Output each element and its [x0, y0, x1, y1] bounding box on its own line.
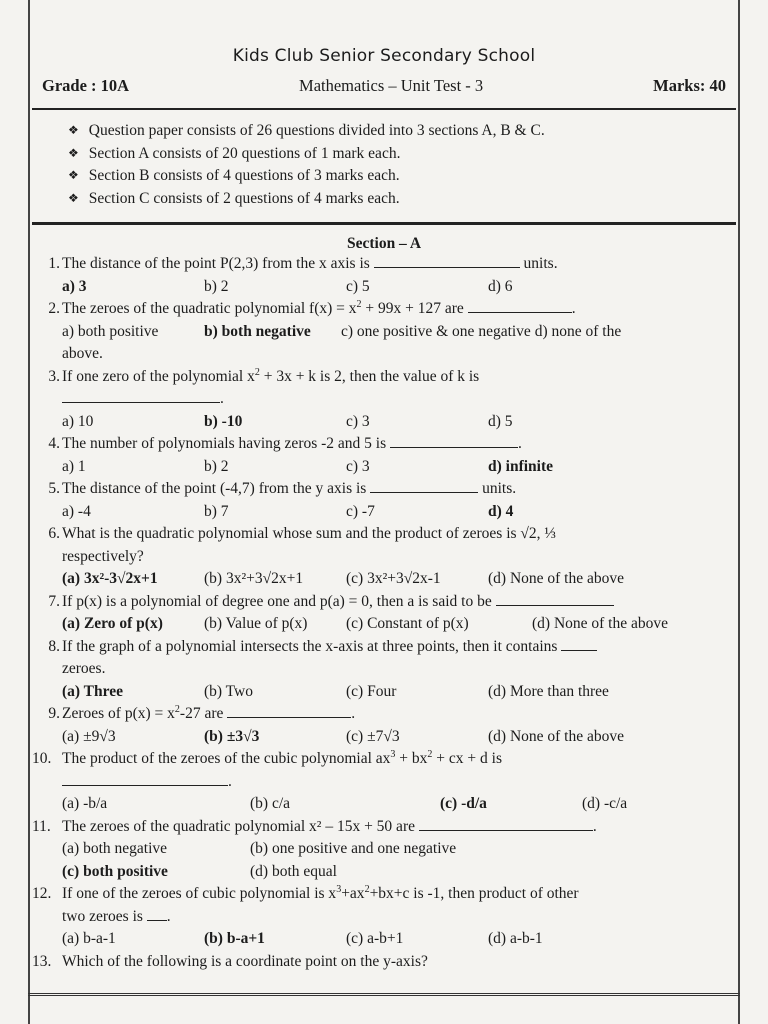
question-8	[48, 636, 730, 659]
option-c: (c) -d/a	[440, 795, 487, 812]
question-12	[32, 883, 730, 906]
marks-label: Marks: 40	[653, 76, 726, 95]
option-a: (a) -b/a	[62, 795, 108, 812]
option-c: c) 5	[346, 277, 370, 295]
answer-line	[62, 771, 730, 794]
superscript: 2	[427, 748, 433, 760]
question-number: 2.	[48, 300, 60, 317]
question-text: two zeroes is	[62, 907, 143, 925]
question-text: Zeroes of p(x) = x	[62, 705, 175, 722]
option-d: d) infinite	[488, 457, 554, 475]
option-b: (b) c/a	[250, 795, 291, 812]
superscript: 2	[174, 703, 180, 715]
question-continuation: zeroes.	[62, 660, 106, 677]
question-text: + cx + d is	[432, 750, 502, 767]
instruction-item: ❖ Section A consists of 20 questions of 1 mark each.	[68, 143, 740, 166]
option-b: b) both negative	[204, 322, 311, 340]
option-b: (b) 3x²+3√2x+1	[204, 570, 304, 587]
question-number: 11.	[32, 817, 51, 835]
options-row	[62, 838, 730, 861]
question-text-end: .	[351, 705, 356, 722]
school-name: Kids Club Senior Secondary School	[232, 46, 536, 66]
answer-blank	[227, 703, 351, 718]
options-row	[62, 726, 730, 749]
options-row	[62, 456, 730, 479]
option-b: (b) one positive and one negative	[250, 840, 457, 857]
question-continuation: above.	[62, 345, 103, 362]
option-b: b) -10	[204, 412, 243, 430]
option-a: (a) Zero of p(x)	[62, 615, 163, 632]
instruction-item: ❖ Section C consists of 2 questions of 4 marks each.	[68, 188, 740, 211]
answer-blank	[62, 771, 228, 786]
question-number: 4.	[48, 435, 60, 452]
option-b: (b) ±3√3	[204, 727, 260, 745]
option-c: (c) Constant of p(x)	[346, 615, 469, 632]
question-number: 9.	[48, 705, 60, 722]
question-text: Which of the following is a coordinate point on the y-axis?	[62, 952, 428, 970]
answer-blank	[390, 433, 518, 448]
option-b: b) 2	[204, 457, 229, 475]
question-text: If one zero of the polynomial x	[62, 367, 255, 385]
option-c: (c) Four	[346, 682, 397, 700]
question-number: 6.	[48, 525, 60, 542]
option-c: (c) a-b+1	[346, 930, 404, 947]
option-a: (a) both negative	[62, 840, 168, 857]
question-text: The number of polynomials having zeros -2 and 5 is	[62, 435, 387, 452]
options-row	[62, 681, 730, 704]
instructions-list	[28, 120, 740, 210]
superscript: 3	[390, 748, 396, 760]
option-a: (a) b-a-1	[62, 930, 116, 947]
options-row	[62, 276, 730, 299]
instruction-item: ❖ Question paper consists of 26 questions divided into 3 sections A, B & C.	[68, 120, 740, 143]
question-text: The zeroes of the quadratic polynomial f(x) = x	[62, 300, 357, 317]
superscript: 2	[356, 298, 362, 310]
question-number: 12.	[32, 885, 52, 902]
answer-blank	[62, 388, 220, 403]
question-text-end: .	[518, 435, 522, 452]
question-text-end: .	[220, 390, 224, 407]
page-right-border	[738, 0, 740, 1024]
option-a: a) 10	[62, 412, 94, 430]
option-d: (d) More than three	[488, 682, 609, 700]
instruction-item: ❖ Section B consists of 4 questions of 3 marks each.	[68, 165, 740, 188]
question-text: + 3x + k is 2, then the value of k is	[259, 367, 480, 385]
option-a: (a) 3x²-3√2x+1	[62, 570, 158, 587]
options-row	[62, 928, 730, 951]
question-number: 8.	[48, 637, 60, 655]
option-a: (a) Three	[62, 682, 123, 700]
question-text: -27 are	[179, 705, 224, 722]
option-d: (d) None of the above	[488, 570, 625, 587]
question-text-end: .	[166, 907, 171, 925]
question-text-end: .	[592, 817, 597, 835]
question-continuation: respectively?	[62, 547, 144, 565]
question-text: + bx	[395, 750, 428, 767]
question-number: 5.	[48, 480, 60, 497]
question-1	[48, 253, 730, 276]
page-bottom-border	[28, 993, 740, 996]
grade-label: Grade : 10A	[42, 76, 130, 95]
question-10	[32, 748, 730, 771]
option-d: (d) a-b-1	[488, 930, 543, 947]
option-a: a) 3	[62, 277, 87, 295]
option-c: (c) both positive	[62, 862, 168, 880]
option-c: c) -7	[346, 502, 375, 520]
question-13	[32, 951, 730, 974]
option-b: b) 2	[204, 277, 229, 295]
superscript: 2	[254, 366, 260, 378]
option-c: c) 3	[346, 457, 370, 475]
page-left-border	[28, 0, 30, 1024]
option-b: b) 7	[204, 502, 229, 520]
option-d: (d) None of the above	[532, 615, 669, 632]
superscript: 2	[364, 883, 370, 895]
question-number: 1.	[48, 255, 60, 272]
header-divider	[32, 108, 736, 110]
option-d: (d) both equal	[250, 862, 337, 880]
question-text: If one of the zeroes of cubic polynomial is x	[62, 885, 337, 902]
question-5	[48, 478, 730, 501]
question-text-end: units.	[523, 255, 558, 272]
option-d: (d) -c/a	[582, 795, 628, 812]
answer-blank	[370, 478, 478, 493]
question-text-end: units.	[482, 480, 517, 497]
option-a: (a) ±9√3	[62, 727, 116, 745]
options-row	[62, 568, 730, 591]
answer-blank	[496, 591, 614, 606]
options-row	[62, 793, 730, 816]
questions-list	[28, 253, 740, 973]
option-d: d) 4	[488, 502, 514, 520]
test-paper	[28, 0, 740, 1024]
options-row	[62, 861, 730, 884]
option-b: (b) Two	[204, 682, 253, 700]
option-b: (b) b-a+1	[204, 930, 265, 947]
answer-blank	[147, 906, 167, 921]
question-number: 3.	[48, 367, 60, 385]
option-d: d) 5	[488, 412, 513, 430]
option-c: (c) ±7√3	[346, 727, 400, 745]
option-a: a) 1	[62, 457, 86, 475]
option-a: a) both positive	[62, 322, 159, 340]
question-text: The zeroes of the quadratic polynomial x² – 15x + 50 are	[62, 817, 415, 835]
option-d: (d) None of the above	[488, 727, 625, 745]
question-4	[48, 433, 730, 456]
answer-blank	[374, 253, 520, 268]
question-9	[48, 703, 730, 726]
option-c-d: c) one positive & one negative d) none of the	[341, 322, 622, 340]
section-title: Section – A	[346, 235, 422, 252]
instructions-divider	[32, 222, 736, 225]
answer-blank	[468, 298, 572, 313]
question-text: +bx+c is -1, then product of other	[369, 885, 579, 902]
question-text: The distance of the point (-4,7) from the y axis is	[62, 480, 367, 497]
question-3	[48, 366, 730, 389]
answer-blank	[419, 816, 593, 831]
question-text: The product of the zeroes of the cubic polynomial ax	[62, 750, 391, 767]
subject-title: Mathematics – Unit Test - 3	[299, 76, 484, 95]
answer-blank	[561, 636, 597, 651]
option-c: c) 3	[346, 412, 370, 430]
question-7	[48, 591, 730, 614]
question-text: The distance of the point P(2,3) from the x axis is	[62, 255, 370, 272]
options-row	[62, 411, 730, 434]
options-row	[62, 321, 730, 344]
options-row	[62, 501, 730, 524]
superscript: 3	[336, 883, 342, 895]
question-11	[32, 816, 730, 839]
answer-line	[62, 388, 730, 411]
options-row	[62, 613, 730, 636]
option-c: (c) 3x²+3√2x-1	[346, 570, 441, 587]
question-text: What is the quadratic polynomial whose sum and the product of zeroes is √2, ⅓	[62, 525, 557, 542]
question-text: +ax	[341, 885, 365, 902]
question-number: 7.	[48, 592, 60, 610]
question-text-end: .	[228, 772, 232, 790]
question-2	[48, 298, 730, 321]
question-number: 10.	[32, 750, 52, 767]
question-text: + 99x + 127 are	[361, 300, 464, 317]
question-text-end: .	[571, 300, 576, 317]
option-a: a) -4	[62, 502, 91, 520]
question-number: 13.	[32, 952, 52, 970]
option-d: d) 6	[488, 277, 513, 295]
question-text: If p(x) is a polynomial of degree one and p(a) = 0, then a is said to be	[62, 592, 492, 610]
header-meta	[42, 76, 726, 96]
question-6	[48, 523, 730, 546]
question-continuation	[62, 906, 730, 929]
question-text: If the graph of a polynomial intersects the x-axis at three points, then it contains	[62, 637, 558, 655]
option-b: (b) Value of p(x)	[204, 615, 308, 632]
